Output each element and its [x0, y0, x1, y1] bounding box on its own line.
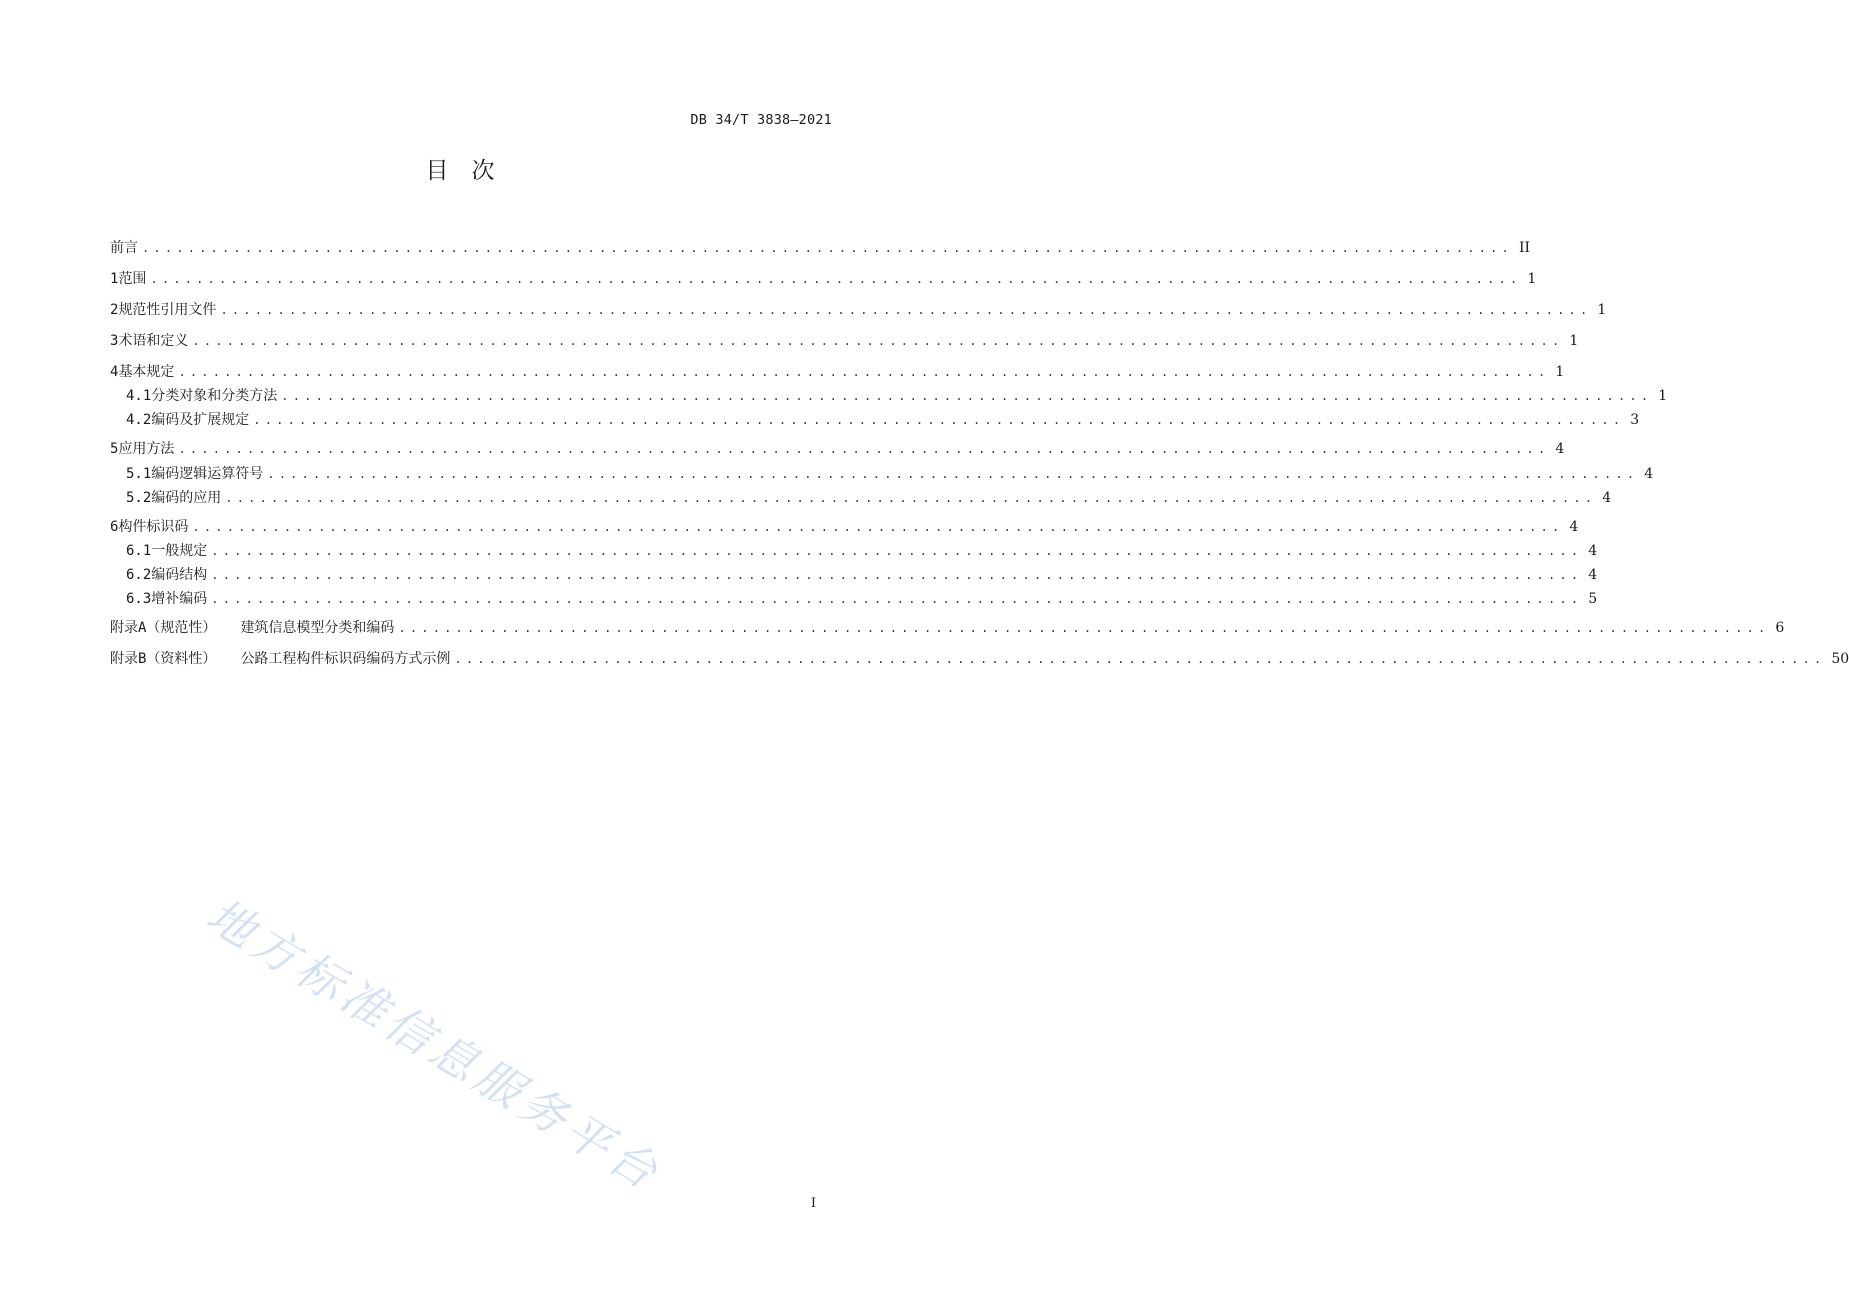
toc-label: 规范性引用文件: [118, 302, 217, 318]
toc-leader: ........................................................................................................................: [211, 544, 1583, 558]
toc-label: 编码的应用: [151, 490, 222, 506]
toc-leader: ........................................................................................................................: [150, 272, 1522, 286]
toc-appendix-item[interactable]: [110, 616, 1785, 640]
toc-label: 应用方法: [118, 441, 175, 457]
toc-number: 6.2: [126, 567, 152, 583]
toc-page-number: 4: [1588, 567, 1598, 583]
toc-label: 术语和定义: [118, 333, 189, 349]
toc-item[interactable]: [110, 360, 1565, 384]
toc-number: 3: [110, 333, 119, 349]
toc-leader: ........................................................................................................................: [398, 621, 1770, 635]
toc-label: 编码结构: [151, 567, 208, 583]
toc-page-number: II: [1518, 240, 1531, 256]
toc-page-number: 4: [1602, 490, 1612, 506]
toc-label: 范围: [118, 271, 147, 287]
toc-item[interactable]: [110, 515, 1579, 539]
toc-page-number: 1: [1597, 302, 1607, 318]
toc-label: 编码逻辑运算符号: [151, 466, 264, 482]
toc-number: 4.2: [126, 412, 152, 428]
toc-item[interactable]: [110, 298, 1607, 322]
toc-leader: ........................................................................................................................: [220, 303, 1592, 317]
toc-number: 6: [110, 519, 119, 535]
toc-page-number: 1: [1555, 364, 1565, 380]
toc-label: 分类对象和分类方法: [151, 388, 278, 404]
toc-number: 4: [110, 364, 119, 380]
page-title: 目 次: [425, 158, 495, 184]
toc-subitem[interactable]: [126, 384, 1668, 408]
toc-number: 5: [110, 441, 119, 457]
toc-label: 建筑信息模型分类和编码: [240, 620, 395, 636]
toc-leader: ........................................................................................................................: [178, 365, 1550, 379]
watermark: 地方标准信息服务平台: [197, 887, 672, 1202]
toc-item[interactable]: [110, 236, 1531, 260]
toc-page-number: 4: [1569, 519, 1579, 535]
toc-page-number: 1: [1658, 388, 1668, 404]
toc-leader: ........................................................................................................................: [253, 413, 1625, 427]
toc-label: 构件标识码: [118, 519, 189, 535]
toc-label: 公路工程构件标识码编码方式示例: [240, 651, 451, 667]
toc-subitem[interactable]: [126, 486, 1612, 510]
toc-label: 前言: [110, 240, 138, 256]
toc-leader: ........................................................................................................................: [267, 467, 1639, 481]
toc-number: 1: [110, 271, 119, 287]
toc-subitem[interactable]: [126, 539, 1598, 563]
toc-item[interactable]: [110, 329, 1579, 353]
document-code: DB 34/T 3838—2021: [690, 112, 832, 128]
toc-subitem[interactable]: [126, 462, 1654, 486]
toc-label: 增补编码: [151, 591, 208, 607]
toc-page-number: 4: [1588, 543, 1598, 559]
toc-number: 6.1: [126, 543, 152, 559]
toc-leader: ........................................................................................................................: [454, 652, 1826, 666]
toc-page-number: 6: [1775, 620, 1785, 636]
toc-subitem[interactable]: [126, 563, 1598, 587]
toc-number: 2: [110, 302, 119, 318]
toc-label: 编码及扩展规定: [151, 412, 250, 428]
toc-leader: ........................................................................................................................: [178, 442, 1550, 456]
toc-leader: ........................................................................................................................: [192, 334, 1564, 348]
toc-page-number: 4: [1555, 441, 1565, 457]
toc-subitem[interactable]: [126, 587, 1598, 611]
toc-page-number: 1: [1527, 271, 1537, 287]
toc-label: 一般规定: [151, 543, 208, 559]
toc-leader: ........................................................................................................................: [211, 568, 1583, 582]
toc-page-number: 5: [1588, 591, 1598, 607]
toc-number: 5.2: [126, 490, 152, 506]
toc-appendix-number: 附录B（资料性）: [110, 651, 217, 667]
page-number: I: [810, 1196, 816, 1211]
toc-item[interactable]: [110, 437, 1565, 461]
toc-page-number: 3: [1630, 412, 1640, 428]
toc-leader: ........................................................................................................................: [211, 592, 1583, 606]
toc-label: 基本规定: [118, 364, 175, 380]
toc-item[interactable]: [110, 267, 1537, 291]
toc-number: 4.1: [126, 388, 152, 404]
toc-appendix-number: 附录A（规范性）: [110, 620, 217, 636]
toc-subitem[interactable]: [126, 408, 1640, 432]
toc-number: 5.1: [126, 466, 152, 482]
toc-page-number: 4: [1644, 466, 1654, 482]
toc-leader: ........................................................................................................................: [225, 491, 1597, 505]
toc-leader: ........................................................................................................................: [142, 241, 1513, 255]
toc-leader: ........................................................................................................................: [281, 389, 1653, 403]
toc-number: 6.3: [126, 591, 152, 607]
toc-appendix-item[interactable]: [110, 647, 1849, 671]
toc-page-number: 50: [1831, 651, 1849, 667]
toc-leader: ........................................................................................................................: [192, 520, 1564, 534]
toc-page-number: 1: [1569, 333, 1579, 349]
